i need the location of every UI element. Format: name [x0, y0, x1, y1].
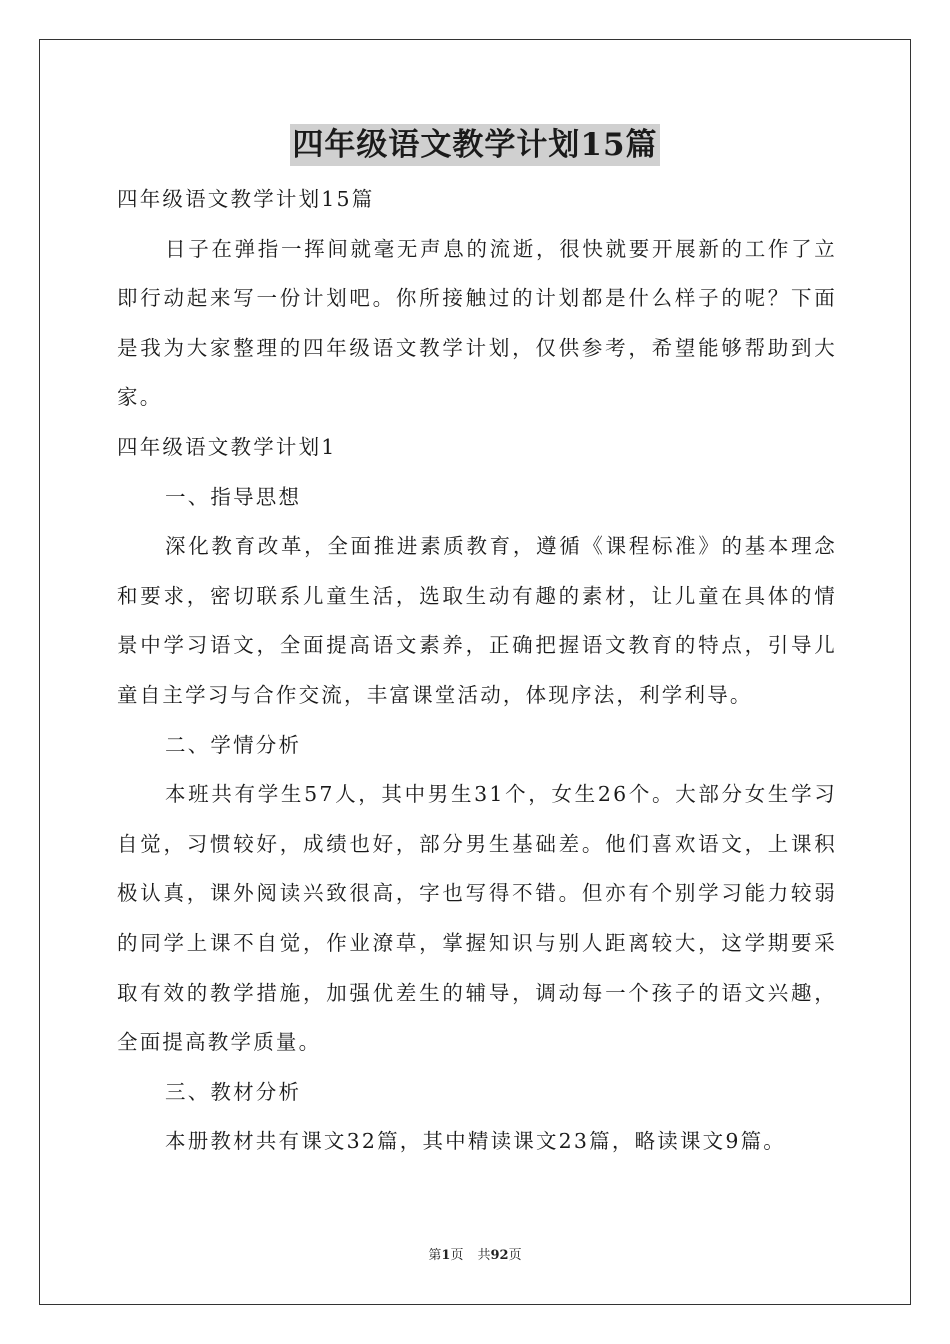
intro-paragraph: 日子在弹指一挥间就毫无声息的流逝，很快就要开展新的工作了立即行动起来写一份计划吧。你所接触过的计划都是什么样子的呢？下面是我为大家整理的四年级语文教学计划，仅供参考，希望能够帮助到大家。 — [117, 236, 837, 410]
total-prefix: 共 — [477, 1248, 491, 1263]
heading-textbook-analysis: 三、教材分析 — [165, 1079, 302, 1104]
page-suffix: 页 — [450, 1248, 464, 1263]
document-body — [117, 175, 837, 1167]
heading-student-analysis: 二、学情分析 — [165, 732, 302, 757]
document-title: 四年级语文教学计划15篇 — [290, 124, 659, 166]
paragraph-textbook-analysis: 本册教材共有课文32篇，其中精读课文23篇，略读课文9篇。 — [165, 1129, 787, 1154]
subtitle-line: 四年级语文教学计划15篇 — [117, 187, 375, 211]
total-pages: 92 — [490, 1248, 509, 1263]
page-prefix: 第 — [428, 1248, 442, 1263]
title-area — [0, 124, 950, 166]
section-heading-plan-1: 四年级语文教学计划1 — [117, 434, 337, 459]
heading-guiding-thought: 一、指导思想 — [165, 484, 302, 509]
paragraph-student-analysis: 本班共有学生57人，其中男生31个，女生26个。大部分女生学习自觉，习惯较好，成绩也好，部分男生基础差。他们喜欢语文，上课积极认真，课外阅读兴致很高，字也写得不错。但亦有个别学习能力较弱的同学上课不自觉，作业潦草，掌握知识与别人距离较大，这学期要采取有效的教学措施，加强优差生的辅导，调动每一个孩子的语文兴趣，全面提高教学质量。 — [117, 782, 837, 1055]
paragraph-guiding-thought: 深化教育改革，全面推进素质教育，遵循《课程标准》的基本理念和要求，密切联系儿童生活，选取生动有趣的素材，让儿童在具体的情景中学习语文，全面提高语文素养，正确把握语文教育的特点，引导儿童自主学习与合作交流，丰富课堂活动，体现序法，利学利导。 — [117, 534, 837, 707]
page-footer — [0, 1247, 950, 1265]
page-number: 1 — [441, 1248, 451, 1263]
total-suffix: 页 — [508, 1248, 522, 1263]
